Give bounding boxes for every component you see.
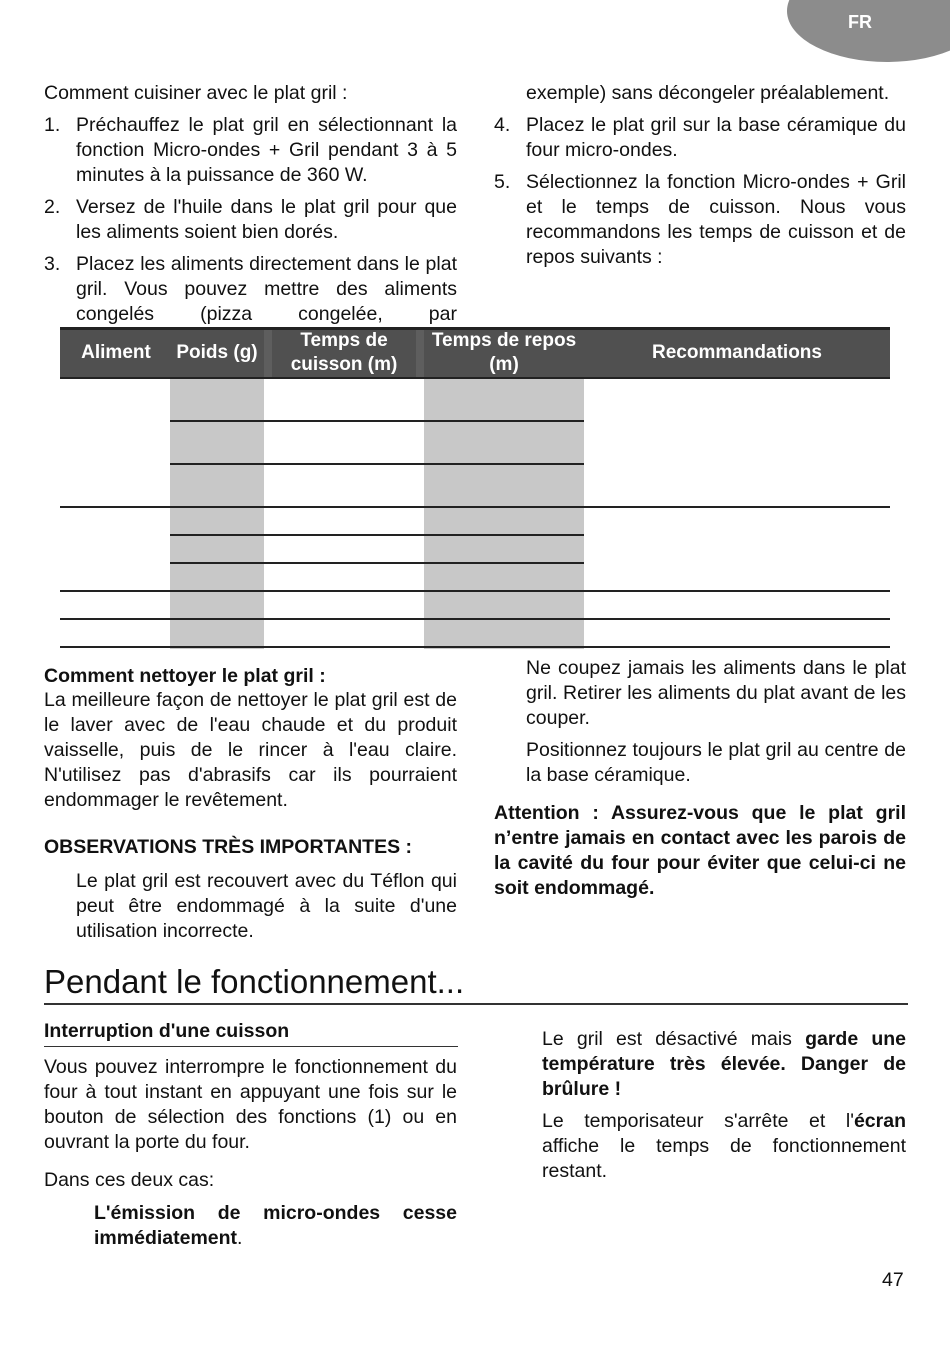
timer-display-note: Le temporisateur s'arrête et l'écran affiche le temps de fonctionnement restant. xyxy=(542,1110,906,1182)
cleaning-section xyxy=(44,664,457,944)
step-continuation: exemple) sans décongeler préalablement. xyxy=(526,82,890,104)
table-rule xyxy=(60,618,890,620)
table-rule xyxy=(170,534,584,536)
section-heading: Pendant le fonctionnement... xyxy=(44,963,465,1000)
table-rule xyxy=(60,590,890,592)
cooking-step: 4. Placez le plat gril sur la base céramique du four micro-ondes. xyxy=(494,114,906,161)
observation-cutting: Ne coupez jamais les aliments dans le plat gril. Retirer les aliments du plat avant de les couper. xyxy=(526,657,906,729)
observation-teflon: Le plat gril est recouvert avec du Téflon qui peut être endommagé à la suite d'une utilisation incorrecte. xyxy=(76,870,457,942)
cooking-times-table xyxy=(60,327,890,649)
cooking-instructions-right xyxy=(494,81,906,277)
observation-position: Positionnez toujours le plat gril au centre de la base céramique. xyxy=(526,739,906,786)
header-separator xyxy=(416,330,424,377)
cleaning-body: La meilleure façon de nettoyer le plat gril est de le laver avec de l'eau chaude et du produit vaisselle, puis de le rincer à l'eau claire. N'utilisez pas d'abrasifs car ils pourraient endommager le revêtement. xyxy=(44,689,457,811)
header-poids: Poids (g) xyxy=(176,342,258,363)
observations-title: OBSERVATIONS TRÈS IMPORTANTES : xyxy=(44,836,412,858)
header-separator xyxy=(264,330,272,377)
language-label: FR xyxy=(848,12,872,32)
subtitle-rule xyxy=(44,1046,458,1047)
cooking-steps-list-2 xyxy=(494,113,906,270)
cooking-instructions-left xyxy=(44,81,457,334)
interruption-left xyxy=(44,1019,458,1044)
cooking-step: 5. Sélectionnez la fonction Micro-ondes + Gril et le temps de cuisson. Nous vous recommandons les temps de cuisson et de repos suivants : xyxy=(494,171,906,268)
table-rule xyxy=(170,562,584,564)
header-recommandations: Recommandations xyxy=(652,342,822,363)
table-rule xyxy=(170,463,584,465)
header-temps-cuisson: Temps de cuisson (m) xyxy=(290,330,398,375)
page-number: 47 xyxy=(882,1269,904,1291)
both-cases-text: Dans ces deux cas: xyxy=(44,1169,215,1191)
interruption-paragraph: Vous pouvez interrompre le fonctionnement du four à tout instant en appuyant une fois sur le bouton de sélection des fonctions (1) ou en ouvrant la porte du four. xyxy=(44,1056,457,1153)
cooking-step: 3. Placez les aliments directement dans le plat gril. Vous pouvez mettre des aliments congelés (pizza congelée, par xyxy=(44,253,457,325)
cleaning-title: Comment nettoyer le plat gril : xyxy=(44,665,326,687)
table-rule xyxy=(170,420,584,422)
cooking-intro: Comment cuisiner avec le plat gril : xyxy=(44,82,348,104)
table-rule xyxy=(60,646,890,648)
section-rule xyxy=(44,1003,908,1005)
header-temps-repos: Temps de repos (m) xyxy=(431,330,577,375)
interruption-subtitle: Interruption d'une cuisson xyxy=(44,1020,290,1042)
table-rule xyxy=(60,506,890,508)
cooking-steps-list xyxy=(44,113,457,327)
observations-right xyxy=(494,656,906,901)
attention-note: Attention : Assurez-vous que le plat gril n’entre jamais en contact avec les parois de la cavité du four pour éviter que celui-ci ne soit endommagé. xyxy=(494,802,906,899)
cooking-step: 1. Préchauffez le plat gril en sélectionnant la fonction Micro-ondes + Gril pendant 3 à 5 minutes à la puissance de 360 W. xyxy=(44,114,457,186)
header-aliment: Aliment xyxy=(81,342,151,363)
grill-hot-warning: Le gril est désactivé mais garde une température très élevée. Danger de brûlure ! xyxy=(542,1028,906,1100)
microwave-stop-note: L'émission de micro-ondes cesse immédiatement. xyxy=(94,1202,457,1249)
interruption-right xyxy=(542,1027,906,1184)
cooking-step: 2. Versez de l'huile dans le plat gril pour que les aliments soient bien dorés. xyxy=(44,196,457,243)
interruption-body xyxy=(44,1055,457,1251)
